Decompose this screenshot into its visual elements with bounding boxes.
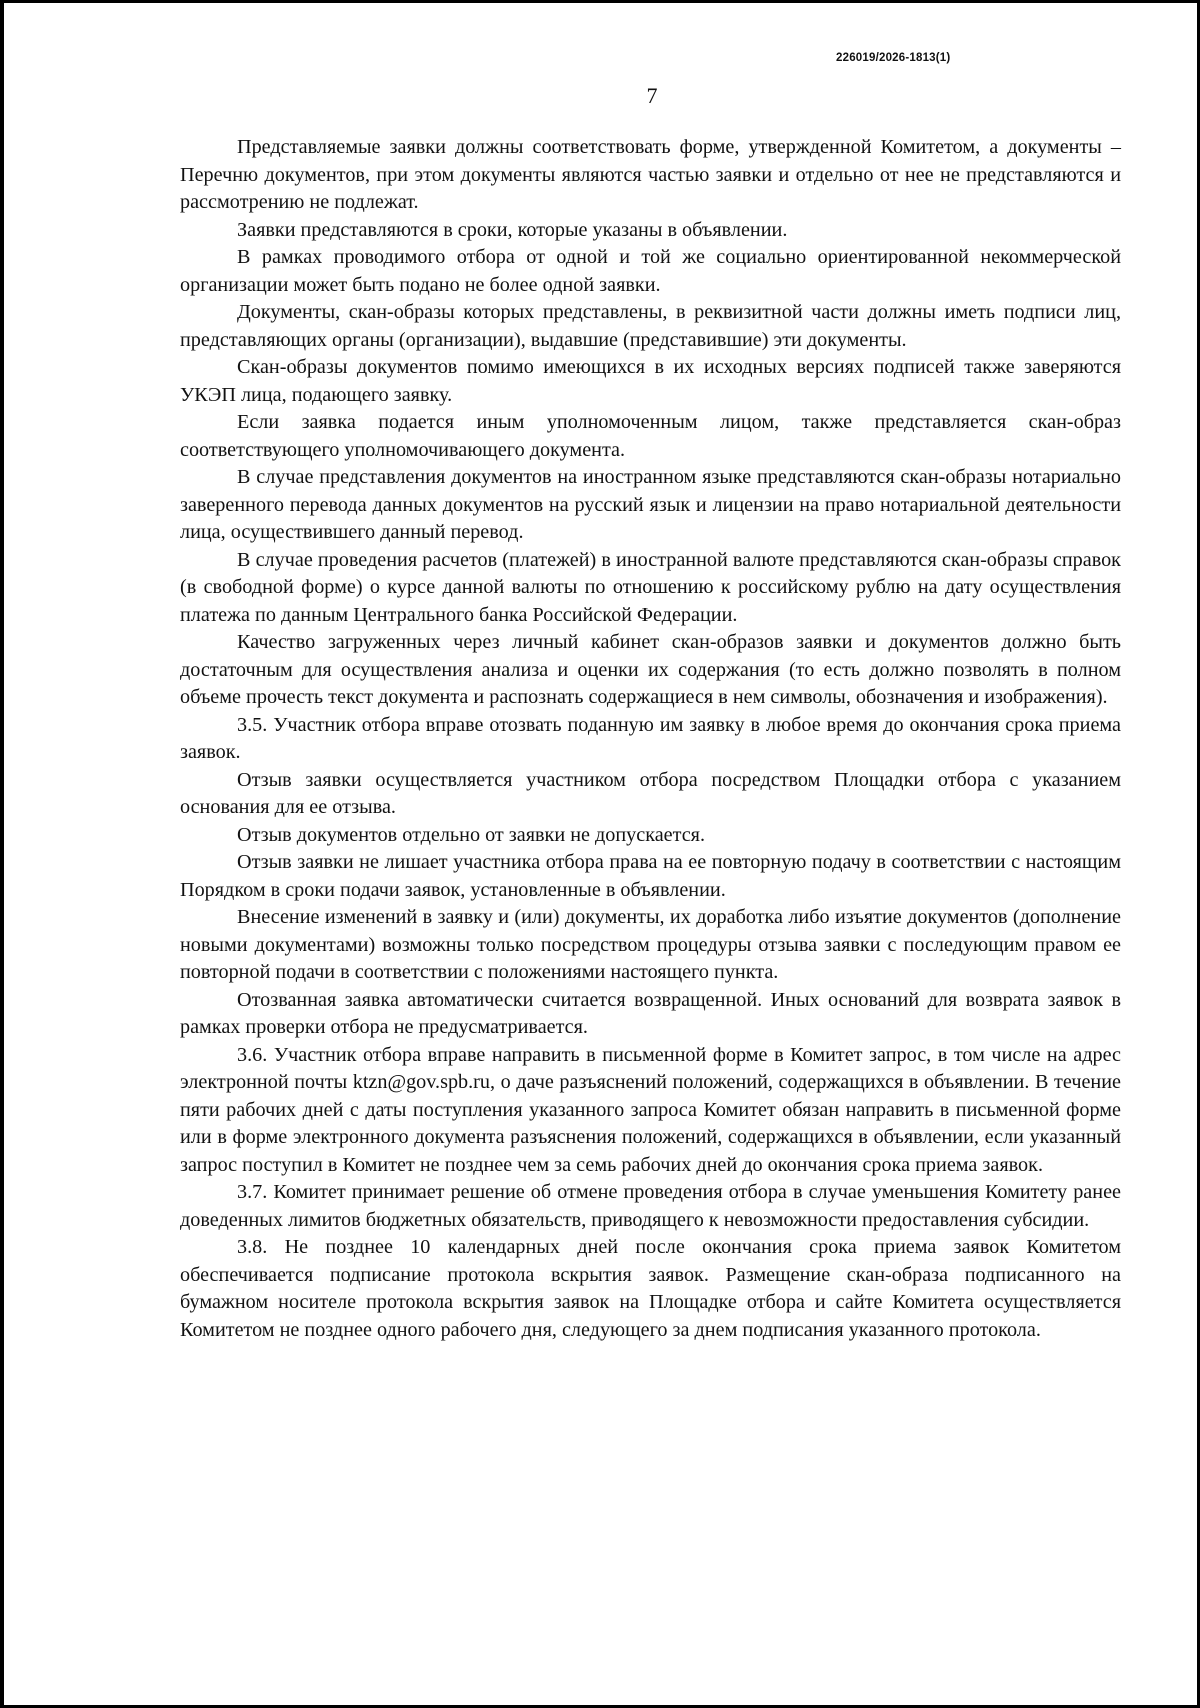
paragraph-document-withdrawal: Отзыв документов отдельно от заявки не допускается. [237,823,706,846]
paragraph-authorized-person: Если заявка подается иным уполномоченным лицом, также представляется скан-образ соответствующего уполномочивающего документа. [180,411,1121,461]
paragraph-scan-certification: Скан-образы документов помимо имеющихся в их исходных версиях подписей также заверяются УКЭП лица, подающего заявку. [180,356,1121,406]
paragraph-3-6-clarification: 3.6. Участник отбора вправе направить в письменной форме в Комитет запрос, в том числе на адрес электронной почты ktzn@gov.spb.ru, о даче разъяснений положений, содержащихся в объявлении. В течение пяти рабочих дней с даты поступления указанного запроса Комитет обязан направить в письменной форме или в форме электронного документа разъяснения положений, содержащихся в объявлении, если указанный запрос поступил в Комитет не позднее чем за семь рабочих дней до окончания срока приема заявок. [180,1043,1121,1176]
paragraph-foreign-currency: В случае проведения расчетов (платежей) в иностранной валюте представляются скан-образы справок (в свободной форме) о курсе данной валюты по отношению к российскому рублю на дату осуществления платежа по данным Центрального банка Российской Федерации. [180,548,1121,626]
paragraph-3-7-cancellation: 3.7. Комитет принимает решение об отмене проведения отбора в случае уменьшения Комитету ранее доведенных лимитов бюджетных обязательств, приводящего к невозможности предоставления субсидии. [180,1181,1121,1231]
paragraph-submission-form: Представляемые заявки должны соответствовать форме, утвержденной Комитетом, а документы – Перечню документов, при этом документы являются частью заявки и отдельно от нее не представляются и рассмотрению не подлежат. [180,136,1121,213]
paragraph-resubmission-right: Отзыв заявки не лишает участника отбора права на ее повторную подачу в соответствии с настоящим Порядком в сроки подачи заявок, установленные в объявлении. [180,851,1121,901]
paragraph-one-application: В рамках проводимого отбора от одной и той же социально ориентированной некоммерческой организации может быть подано не более одной заявки. [180,246,1121,296]
paragraph-amendments: Внесение изменений в заявку и (или) документы, их доработка либо изъятие документов (дополнение новыми документами) возможны только посредством процедуры отзыва заявки с последующим правом ее повторной подачи в соответствии с положениями настоящего пункта. [180,906,1121,983]
paragraph-3-5-withdrawal: 3.5. Участник отбора вправе отозвать поданную им заявку в любое время до окончания срока приема заявок. [180,713,1121,763]
paragraph-foreign-language: В случае представления документов на иностранном языке представляются скан-образы нотариально заверенного перевода данных документов на русский язык и лицензии на право нотариальной деятельности лица, осуществившего данный перевод. [180,466,1121,543]
document-registration-number: 226019/2026-1813(1) [836,52,951,64]
paragraph-withdrawal-procedure: Отзыв заявки осуществляется участником отбора посредством Площадки отбора с указанием основания для ее отзыва. [180,768,1121,818]
paragraph-3-8-protocol: 3.8. Не позднее 10 календарных дней после окончания срока приема заявок Комитетом обеспечивается подписание протокола вскрытия заявок. Размещение скан-образа подписанного на бумажном носителе протокола вскрытия заявок на Площадке отбора и сайте Комитета осуществляется Комитетом не позднее одного рабочего дня, следующего за днем подписания указанного протокола. [180,1236,1121,1341]
page-number: 7 [646,83,658,108]
paragraph-returned-application: Отозванная заявка автоматически считается возвращенной. Иных оснований для возврата заявок в рамках проверки отбора не предусматривается. [180,988,1121,1038]
paragraph-scan-quality: Качество загруженных через личный кабинет скан-образов заявки и документов должно быть достаточным для осуществления анализа и оценки их содержания (то есть должно позволять в полном объеме прочесть текст документа и распознать содержащиеся в нем символы, обозначения и изображения). [180,631,1121,708]
document-body [180,134,1121,1344]
paragraph-document-signatures: Документы, скан-образы которых представлены, в реквизитной части должны иметь подписи лиц, представляющих органы (организации), выдавшие (представившие) эти документы. [180,301,1121,351]
paragraph-submission-deadline: Заявки представляются в сроки, которые указаны в объявлении. [237,218,788,241]
